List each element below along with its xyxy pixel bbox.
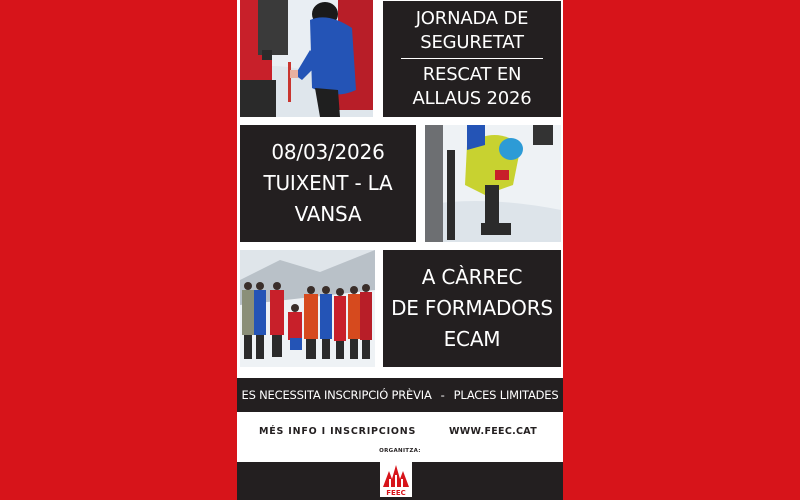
trainers-line: DE FORMADORS: [391, 296, 553, 320]
group-photo: [240, 250, 375, 367]
event-title-box: [383, 1, 561, 117]
website-link[interactable]: WWW.FEEC.CAT: [449, 425, 537, 437]
feec-logo: [380, 461, 412, 497]
trainers-line: A CÀRREC: [421, 265, 523, 289]
snow-digging-photo: [425, 125, 561, 242]
event-location-line: TUIXENT - LA: [263, 171, 393, 195]
event-title-line: RESCAT EN: [422, 64, 522, 85]
title-divider: [401, 58, 543, 59]
registration-note: ES NECESSITA INSCRIPCIÓ PRÈVIA: [241, 388, 432, 402]
svg-text:FEEC: FEEC: [386, 489, 406, 497]
avalanche-probe-photo: [240, 0, 373, 117]
registration-banner: [237, 378, 563, 412]
event-date: 08/03/2026: [271, 140, 385, 164]
event-title-line: SEGURETAT: [420, 32, 524, 53]
trainers-box: [383, 250, 561, 367]
event-title-line: ALLAUS 2026: [412, 88, 532, 109]
info-label: MÉS INFO I INSCRIPCIONS: [259, 425, 417, 437]
banner-separator: -: [440, 388, 445, 402]
event-poster: [237, 0, 563, 500]
date-location-box: [240, 125, 416, 242]
event-title-line: JORNADA DE: [415, 8, 529, 29]
info-row: [237, 414, 563, 448]
event-location-line: VANSA: [294, 202, 362, 226]
trainers-line: ECAM: [443, 327, 501, 351]
places-note: PLACES LIMITADES: [453, 388, 559, 402]
organizer-label: ORGANITZA:: [379, 448, 421, 454]
